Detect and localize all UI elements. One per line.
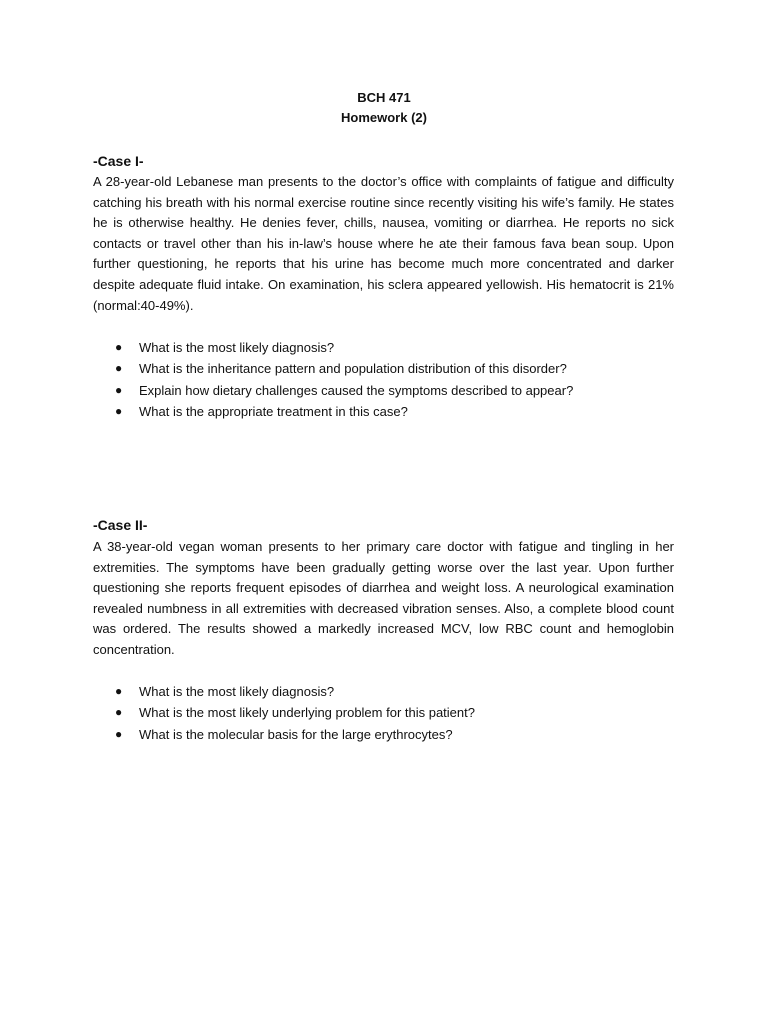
bullet-icon: ● [115,382,123,397]
question-item [93,401,674,422]
bullet-icon: ● [115,705,123,720]
bullet-icon: ● [115,340,123,354]
question-item [93,380,674,401]
question-text: What is the most likely diagnosis? [139,684,335,699]
question-text: What is the most likely underlying problem for this patient? [139,705,475,721]
bullet-icon: ● [115,726,123,741]
case-1-questions [93,337,674,422]
case-2-questions [93,681,674,745]
assignment-title: Homework (2) [341,110,427,125]
case-1-paragraph: A 28-year-old Lebanese man presents to the doctor’s office with complaints of fatigue and difficulty catching his breath with his normal exercise routine since recently visiting his wife’s family. He states he is otherwise healthy. He denies fever, chills, nausea, vomiting or diarrhea. He reports no sick contacts or travel other than his in-law’s house where he ate their famous fava bean soup. Upon further questioning, he reports that his urine has become much more concentrated and darker despite adequate fluid intake. On examination, his sclera appeared yellowish. His hematocrit is 21% (normal:40-49%). [93,174,674,313]
question-text: What is the molecular basis for the large erythrocytes? [139,726,453,742]
bullet-icon: ● [115,361,123,376]
question-text: What is the appropriate treatment in this case? [139,403,408,419]
bullet-icon: ● [115,684,123,698]
question-item [93,702,674,723]
question-text: What is the most likely diagnosis? [139,340,335,355]
question-item [93,358,674,379]
bullet-icon: ● [115,403,123,418]
course-code: BCH 471 [357,90,411,105]
question-text: What is the inheritance pattern and population distribution of this disorder? [139,361,567,377]
question-item [93,681,674,702]
case-2-title: -Case II- [93,517,148,533]
question-item [93,337,674,358]
case-1-title: -Case I- [93,153,144,169]
case-2-paragraph: A 38-year-old vegan woman presents to her primary care doctor with fatigue and tingling in her extremities. The symptoms have been gradually getting worse over the last year. Upon further questioning she reports frequent episodes of diarrhea and weight loss. A neurological examination revealed numbness in all extremities with decreased vibration senses. Also, a complete blood count was ordered. The results showed a markedly increased MCV, low RBC count and hemoglobin concentration. [93,539,674,657]
question-text: Explain how dietary challenges caused the symptoms described to appear? [139,382,574,398]
question-item [93,724,674,745]
